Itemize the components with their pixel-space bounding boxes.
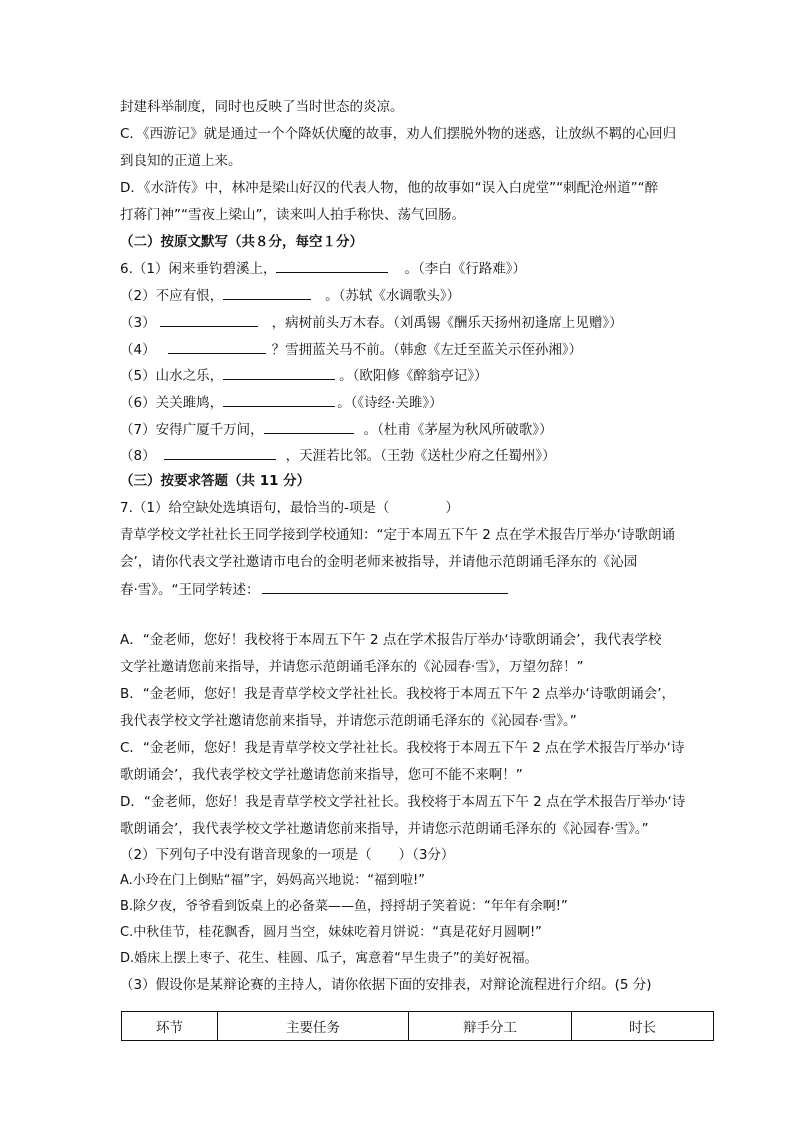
answer-blank[interactable] — [264, 420, 354, 434]
q7-option-d-line2: 歌朗诵会’，我代表学校文学社邀请您前来指导，并请您示范朗诵毛泽东的《沁园春·雪》。” — [120, 821, 649, 837]
q7-option-d-line1: D．“金老师，您好！我是青草学校文学社社长。我校将于本周五下午 2 点在学术报告厅举办‘诗 — [120, 794, 686, 810]
option-d-line2: 打蒋门神”“雪夜上梁山”，读来叫人拍手称快、荡气回肠。 — [120, 207, 465, 223]
q7-option-c-line2: 歌朗诵会’，我代表学校文学社邀请您前来指导，您可不能不来啊！” — [120, 767, 523, 783]
q7-option-a-line1: A．“金老师，您好！我校将于本周五下午 2 点在学术报告厅举办‘诗歌朗诵会’，我代表学校 — [120, 632, 662, 648]
table-header-cell: 辩手分工 — [409, 1012, 572, 1041]
answer-blank[interactable] — [223, 366, 335, 380]
q7-stem-line1: 青草学校文学社社长王同学接到学校通知：“定于本周五下午 2 点在学术报告厅举办‘诗歌朗诵 — [120, 527, 675, 543]
q6-item-8: （8） ，天涯若比邻。（王勃《送杜少府之任蜀州》） — [120, 448, 556, 464]
q6-item-5: （5）山水之乐， 。（欧阳修《醉翁亭记》） — [120, 368, 488, 384]
q7-3-prompt: （3）假设你是某辩论赛的主持人，请你依据下面的安排表，对辩论流程进行介绍。(5 分) — [120, 977, 652, 993]
q7-2-option-b: B.除夕夜，爷爷看到饭桌上的必备菜——鱼，捋捋胡子笑着说：“年年有余啊!” — [120, 899, 568, 914]
q7-option-b-line1: B．“金老师，您好！我是青草学校文学社社长。我校将于本周五下午 2 点举办‘诗歌朗诵会’， — [120, 686, 676, 702]
table-header-cell: 环节 — [122, 1012, 218, 1041]
q7-option-a-line2: 文学社邀请您前来指导，并请您示范朗诵毛泽东的《沁园春·雪》，万望勿辞！” — [120, 659, 584, 675]
q6-item-2: （2）不应有恨， 。（苏轼《水调歌头》） — [120, 288, 461, 304]
answer-blank[interactable] — [168, 340, 266, 354]
q7-option-c-line1: C．“金老师，您好！我是青草学校文学社社长。我校将于本周五下午 2 点在学术报告厅举办‘诗 — [120, 740, 685, 756]
table-header-cell: 主要任务 — [218, 1012, 409, 1041]
section-heading-questions: （三）按要求答题（共 11 分） — [120, 473, 311, 489]
q7-2-prompt: （2）下列句子中没有谐音现象的一项是（ ）（3分） — [120, 847, 455, 863]
q7-1-prompt: 7.（1）给空缺处选填语句，最恰当的-项是（ ） — [120, 500, 459, 516]
q7-stem-line2: 会’，请你代表文学社邀请市电台的金明老师来被指导，并请他示范朗诵毛泽东的《沁园 — [120, 554, 638, 570]
answer-blank[interactable] — [160, 313, 258, 327]
answer-blank[interactable] — [223, 393, 335, 407]
answer-blank[interactable] — [164, 446, 276, 460]
q6-item-6: （6）关关雎鸠， 。（《诗经·关雎》） — [120, 395, 443, 411]
q6-item-4: （4） ？雪拥蓝关马不前。（韩愈《左迁至蓝关示侄孙湘》） — [120, 342, 583, 358]
section-heading-recitation: （二）按原文默写（共８分，每空１分） — [120, 234, 363, 250]
answer-blank[interactable] — [276, 259, 388, 273]
q7-stem-line3: 春·雪》。“王同学转述： — [120, 580, 508, 599]
option-b-continued: 封建科举制度，同时也反映了当时世态的炎凉。 — [120, 99, 404, 115]
table-header-row — [122, 1012, 714, 1041]
option-d-line1: D．《水浒传》中，林冲是梁山好汉的代表人物，他的故事如“误入白虎堂”“刺配沧州道”“醉 — [120, 180, 659, 196]
table-header-cell: 时长 — [572, 1012, 714, 1041]
q7-2-option-a: A.小玲在门上倒贴“福”字，妈妈高兴地说：“福到啦!” — [120, 873, 425, 888]
q7-2-option-c: C.中秋佳节，桂花飘香，圆月当空，妹妹吃着月饼说：“真是花好月圆啊!” — [120, 925, 542, 940]
answer-blank[interactable] — [223, 286, 311, 300]
option-c-line1: C．《西游记》就是通过一个个降妖伏魔的故事，劝人们摆脱外物的迷惑，让放纵不羁的心回归 — [120, 126, 677, 142]
q7-option-b-line2: 我代表学校文学社邀请您前来指导，并请您示范朗诵毛泽东的《沁园春·雪》。” — [120, 713, 577, 729]
q6-item-3: （3） ，病树前头万木春。（刘禹锡《酬乐天扬州初逢席上见赠》） — [120, 315, 623, 331]
answer-blank[interactable] — [262, 580, 508, 594]
q7-2-option-d: D.婚床上摆上枣子、花生、桂圆、瓜子，寓意着“早生贵子”的美好祝福。 — [120, 951, 538, 966]
option-c-line2: 到良知的正道上来。 — [120, 153, 242, 169]
q6-item-7: （7）安得广厦千万间， 。（杜甫《茅屋为秋风所破歌》） — [120, 422, 553, 438]
q6-item-1: 6.（1）闲来垂钓碧溪上， 。（李白《行路难》） — [120, 261, 526, 277]
debate-schedule-table — [121, 1011, 714, 1041]
